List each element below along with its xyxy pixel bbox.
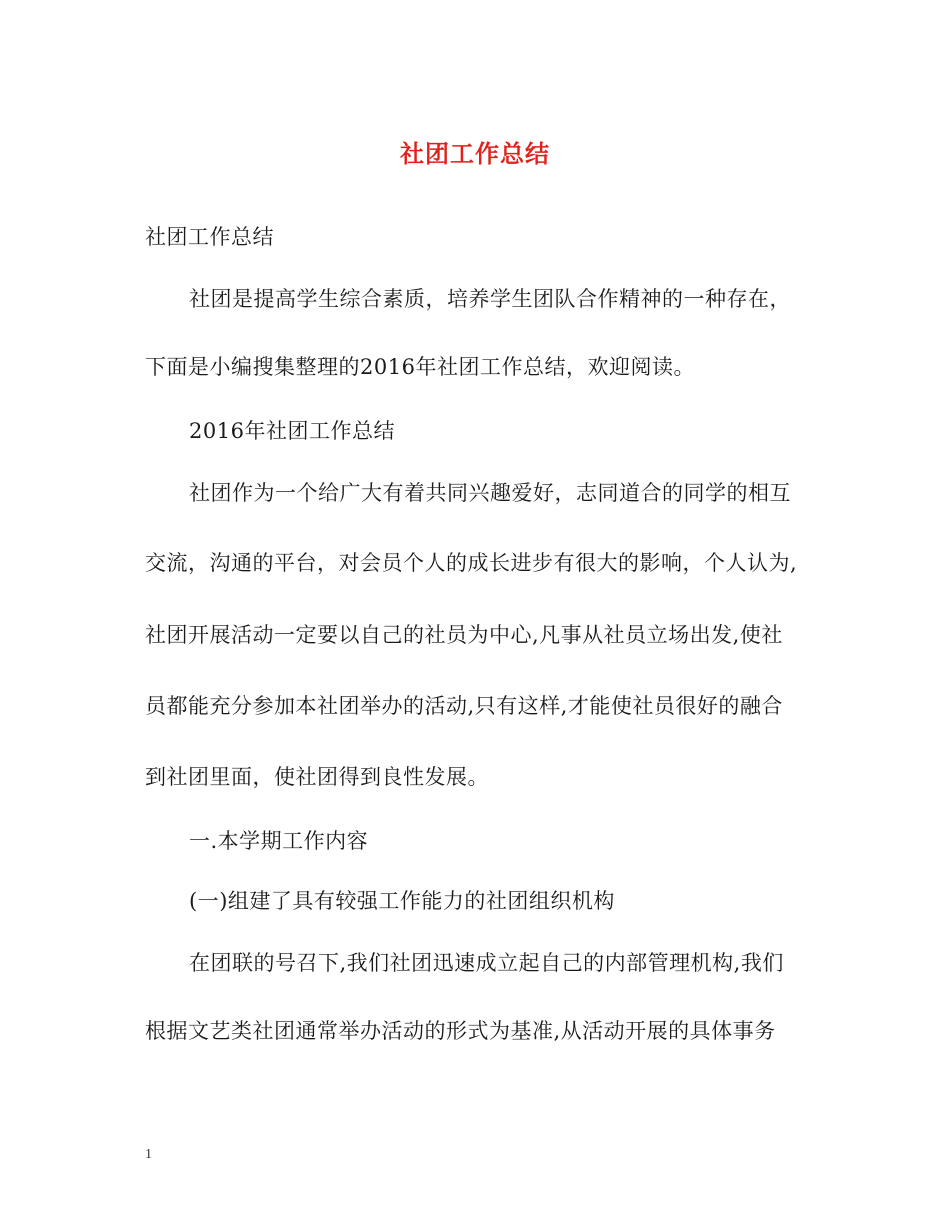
section-heading: 一.本学期工作内容 [189,829,369,853]
paragraph-line: 社团作为一个给广大有着共同兴趣爱好，志同道合的同学的相互 [189,481,791,505]
section-heading: 2016年社团工作总结 [189,419,395,443]
paragraph-line: 交流，沟通的平台，对会员个人的成长进步有很大的影响，个人认为, [145,551,798,575]
paragraph-line: 在团联的号召下,我们社团迅速成立起自己的内部管理机构,我们 [189,951,784,975]
paragraph-line: 根据文艺类社团通常举办活动的形式为基准,从活动开展的具体事务 [145,1019,776,1043]
paragraph-line: 社团开展活动一定要以自己的社员为中心,凡事从社员立场出发,使社 [145,623,783,647]
paragraph-line: 下面是小编搜集整理的2016年社团工作总结，欢迎阅读。 [145,355,695,379]
paragraph-line: 社团是提高学生综合素质，培养学生团队合作精神的一种存在， [189,287,791,311]
section-heading: (一)组建了具有较强工作能力的社团组织机构 [189,889,615,913]
subtitle-line: 社团工作总结 [145,225,274,249]
page-number: 1 [145,1147,152,1162]
document-title: 社团工作总结 [400,140,550,168]
paragraph-line: 到社团里面，使社团得到良性发展。 [145,765,489,789]
paragraph-line: 员都能充分参加本社团举办的活动,只有这样,才能使社员很好的融合 [145,694,783,718]
